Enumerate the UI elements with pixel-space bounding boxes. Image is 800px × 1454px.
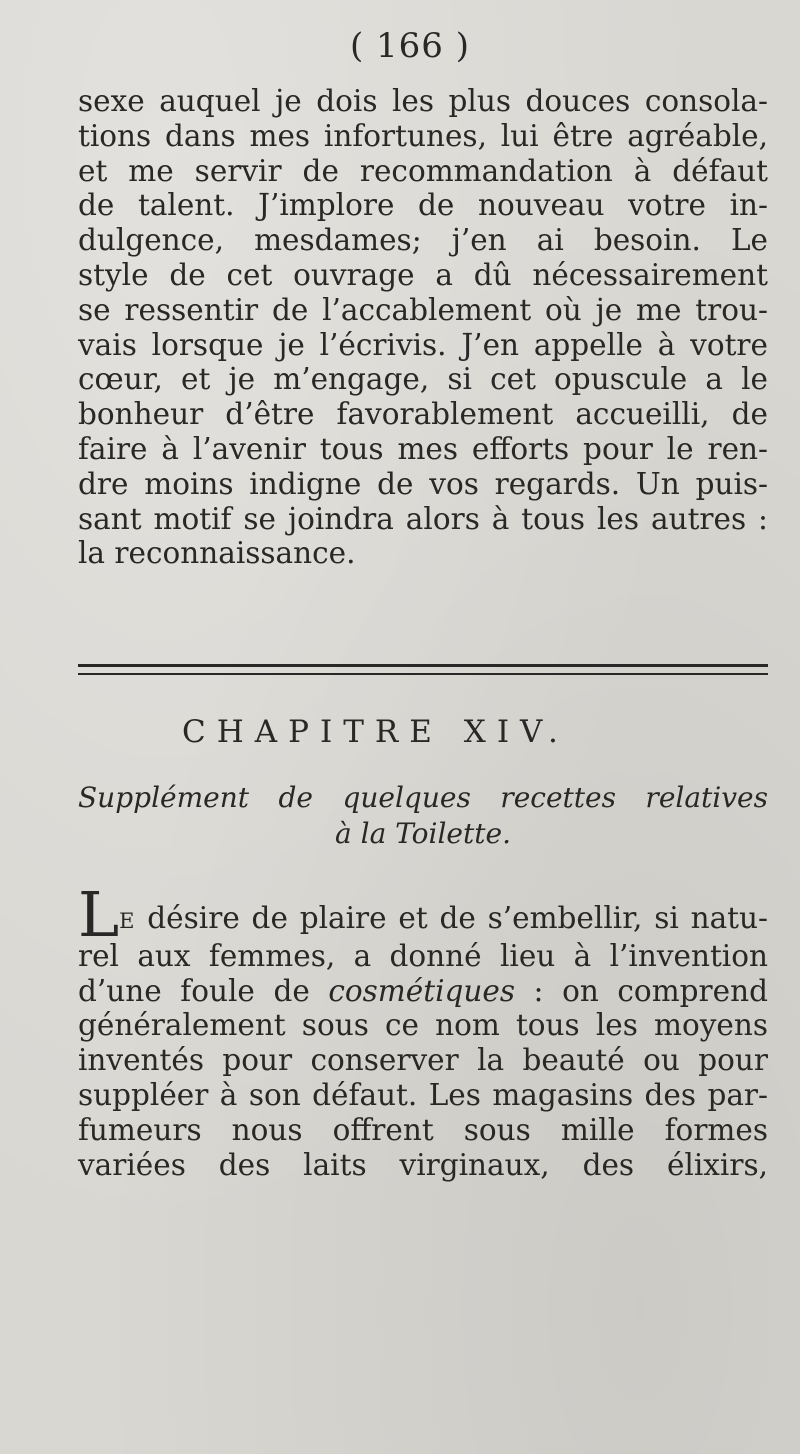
- italic-term: cosmétiques: [328, 973, 515, 1008]
- text-line: sant motif se joindra alors à tous les autres :: [78, 501, 768, 536]
- text-line: dre moins indigne de vos regards. Un puis-: [78, 466, 768, 501]
- small-caps-letter: E: [119, 909, 136, 933]
- section-divider-thin: [78, 673, 768, 675]
- text-line: dulgence, mesdames; j’en ai besoin. Le: [78, 223, 768, 258]
- text-line: fumeurs nous offrent sous mille formes: [78, 1112, 768, 1147]
- text-line: vais lorsque je l’écrivis. J’en appelle à votre: [78, 327, 768, 362]
- first-line-text: désire de plaire et de s’embellir, si natu-: [135, 901, 768, 935]
- text-line: de talent. J’implore de nouveau votre in-: [78, 188, 768, 223]
- drop-cap: L: [78, 878, 120, 951]
- text-line: généralement sous ce nom tous les moyens: [78, 1008, 768, 1043]
- text-segment: d’une foule de: [78, 973, 329, 1008]
- text-line: la reconnaissance.: [78, 536, 356, 571]
- text-line: faire à l’avenir tous mes efforts pour le ren-: [78, 431, 768, 466]
- text-line: sexe auquel je dois les plus douces consola-: [78, 84, 768, 118]
- text-line: tions dans mes infortunes, lui être agréable,: [78, 118, 768, 153]
- subtitle-line-2: à la Toilette.: [335, 817, 511, 850]
- text-line: variées des laits virginaux, des élixirs,: [78, 1147, 768, 1182]
- intro-paragraph: [78, 84, 768, 571]
- text-line: et me servir de recommandation à défaut: [78, 153, 768, 188]
- chapter-subtitle: [78, 780, 768, 852]
- page-number: ( 166 ): [349, 26, 471, 66]
- text-line: rel aux femmes, a donné lieu à l’invention: [78, 938, 768, 973]
- chapter-title: CHAPITRE XIV.: [182, 714, 569, 750]
- text-line-with-italic: [78, 974, 768, 1009]
- main-paragraph: [78, 878, 768, 1182]
- first-line: [78, 878, 768, 951]
- text-line: inventés pour conserver la beauté ou pour: [78, 1043, 768, 1078]
- text-line: suppléer à son défaut. Les magasins des par-: [78, 1077, 768, 1112]
- text-line: cœur, et je m’engage, si cet opuscule a le: [78, 362, 768, 397]
- subtitle-line-1: Supplément de quelques recettes relatives: [78, 781, 768, 814]
- text-line: style de cet ouvrage a dû nécessairement: [78, 257, 768, 292]
- text-line: bonheur d’être favorablement accueilli, de: [78, 397, 768, 432]
- section-divider-thick: [78, 664, 768, 667]
- text-segment: : on comprend: [514, 973, 768, 1008]
- text-line: se ressentir de l’accablement où je me trou-: [78, 292, 768, 327]
